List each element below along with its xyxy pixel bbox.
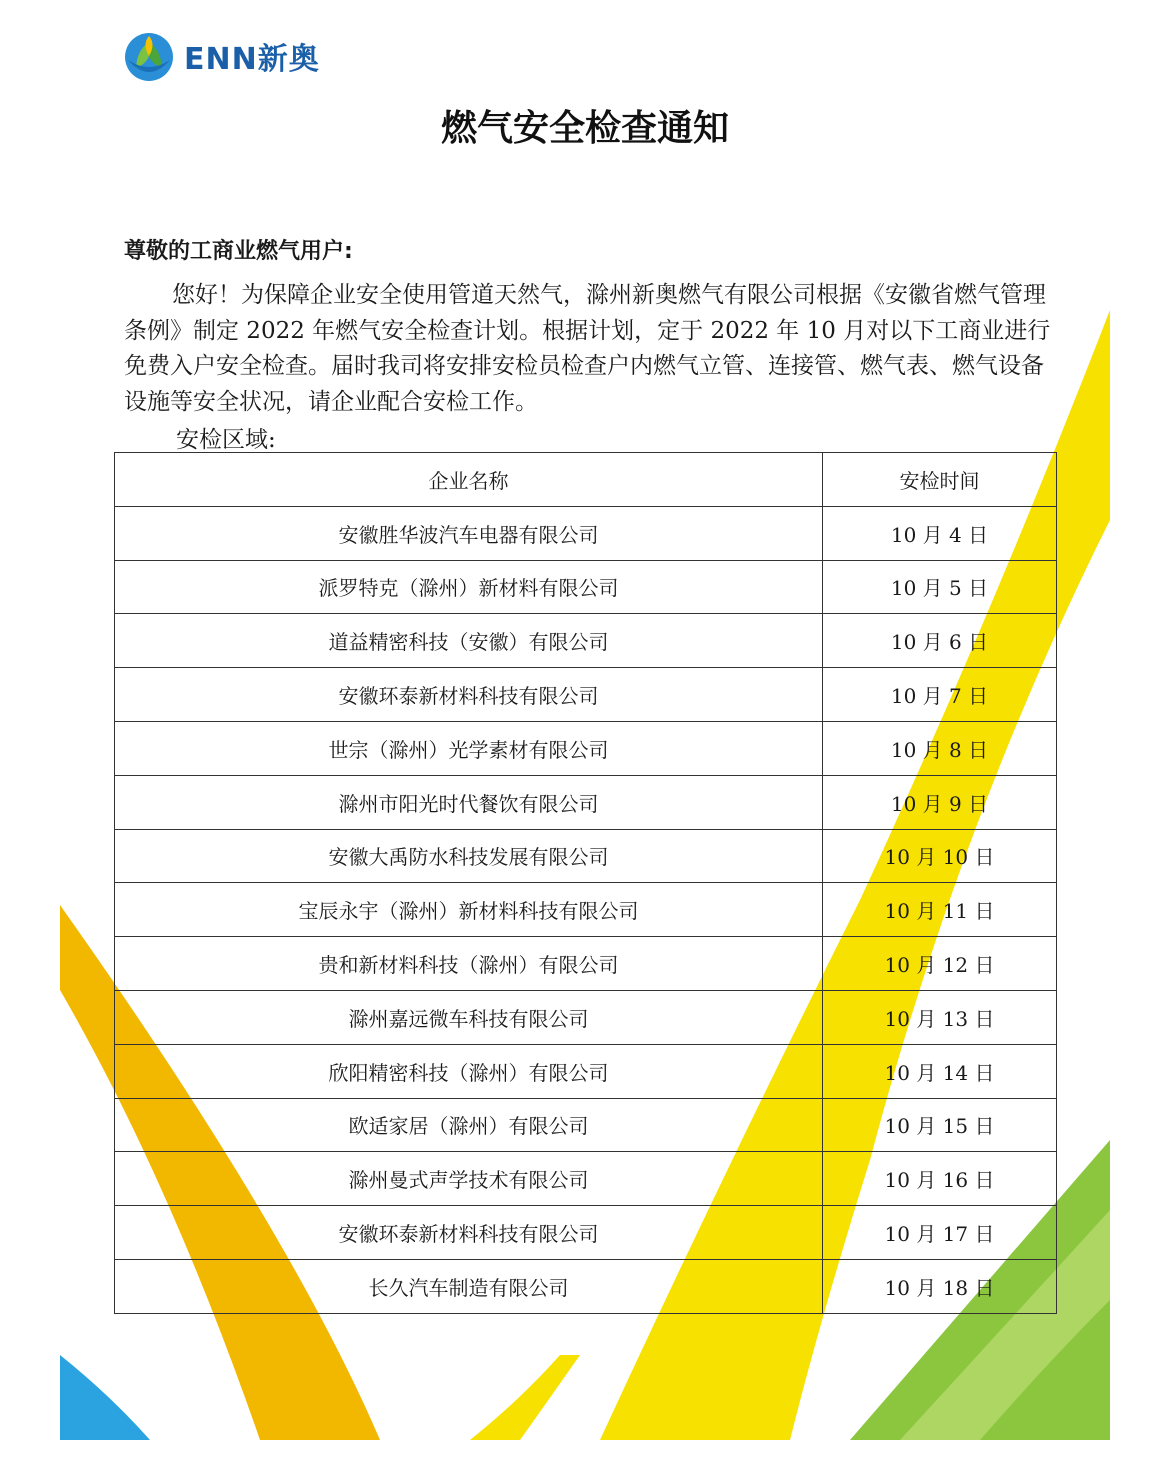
date-cell: 10 月 8 日	[823, 721, 1057, 775]
salutation: 尊敬的工商业燃气用户:	[124, 239, 353, 264]
company-cell: 长久汽车制造有限公司	[115, 1259, 823, 1313]
date-cell: 10 月 7 日	[823, 668, 1057, 722]
table-row	[115, 1206, 1057, 1260]
date-cell: 10 月 12 日	[823, 937, 1057, 991]
table-row	[115, 506, 1057, 560]
company-cell: 安徽环泰新材料科技有限公司	[115, 1206, 823, 1260]
company-cell: 安徽胜华波汽车电器有限公司	[115, 506, 823, 560]
table-row	[115, 1098, 1057, 1152]
table-row	[115, 1044, 1057, 1098]
company-cell: 安徽大禹防水科技发展有限公司	[115, 829, 823, 883]
table-header-row	[115, 453, 1057, 507]
table-row	[115, 937, 1057, 991]
table-row	[115, 614, 1057, 668]
company-cell: 滁州嘉远微车科技有限公司	[115, 990, 823, 1044]
company-cell: 欣阳精密科技（滁州）有限公司	[115, 1044, 823, 1098]
company-cell: 宝辰永宇（滁州）新材料科技有限公司	[115, 883, 823, 937]
inspection-schedule-table	[114, 452, 1057, 1314]
date-cell: 10 月 16 日	[823, 1152, 1057, 1206]
logo-text: ENN新奥	[184, 42, 320, 77]
table-row	[115, 883, 1057, 937]
area-label: 安检区域:	[176, 427, 276, 453]
date-cell: 10 月 18 日	[823, 1259, 1057, 1313]
table-row	[115, 1259, 1057, 1313]
company-cell: 世宗（滁州）光学素材有限公司	[115, 721, 823, 775]
date-cell: 10 月 17 日	[823, 1206, 1057, 1260]
date-cell: 10 月 6 日	[823, 614, 1057, 668]
company-cell: 安徽环泰新材料科技有限公司	[115, 668, 823, 722]
header-company: 企业名称	[115, 453, 823, 507]
date-cell: 10 月 10 日	[823, 829, 1057, 883]
date-cell: 10 月 14 日	[823, 1044, 1057, 1098]
company-cell: 滁州市阳光时代餐饮有限公司	[115, 775, 823, 829]
date-cell: 10 月 13 日	[823, 990, 1057, 1044]
company-cell: 欧适家居（滁州）有限公司	[115, 1098, 823, 1152]
company-cell: 贵和新材料科技（滁州）有限公司	[115, 937, 823, 991]
table-row	[115, 829, 1057, 883]
date-cell: 10 月 9 日	[823, 775, 1057, 829]
table-row	[115, 775, 1057, 829]
enn-sun-icon	[122, 30, 176, 82]
table-row	[115, 721, 1057, 775]
table-row	[115, 668, 1057, 722]
date-cell: 10 月 15 日	[823, 1098, 1057, 1152]
date-cell: 10 月 4 日	[823, 506, 1057, 560]
date-cell: 10 月 5 日	[823, 560, 1057, 614]
company-cell: 道益精密科技（安徽）有限公司	[115, 614, 823, 668]
table-row	[115, 560, 1057, 614]
header-date: 安检时间	[823, 453, 1057, 507]
notice-title: 燃气安全检查通知	[440, 108, 729, 149]
brand-logo	[122, 30, 320, 82]
table-row	[115, 990, 1057, 1044]
company-cell: 滁州曼式声学技术有限公司	[115, 1152, 823, 1206]
company-cell: 派罗特克（滁州）新材料有限公司	[115, 560, 823, 614]
notice-body: 您好！为保障企业安全使用管道天然气，滁州新奥燃气有限公司根据《安徽省燃气管理条例》制定 2022 年燃气安全检查计划。根据计划，定于 2022 年 10 月对以下工商业进行免费入户安全检查。届时我司将安排安检员检查户内燃气立管、连接管、燃气表、燃气设备设施等安全状况，请企业配合安检工作。	[124, 282, 1051, 415]
date-cell: 10 月 11 日	[823, 883, 1057, 937]
table-row	[115, 1152, 1057, 1206]
